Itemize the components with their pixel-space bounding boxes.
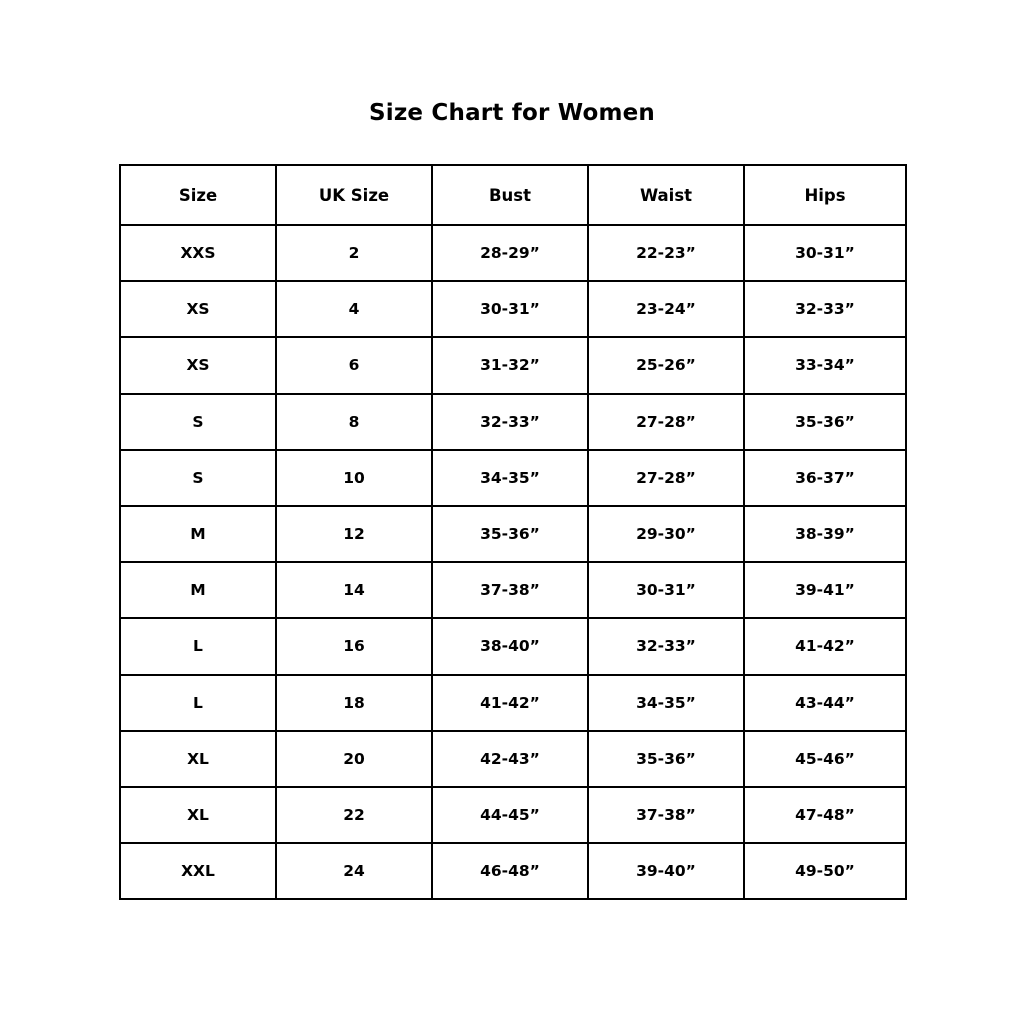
column-header-uk-size: UK Size — [276, 165, 432, 225]
cell-waist: 39-40” — [588, 843, 744, 899]
cell-bust: 34-35” — [432, 450, 588, 506]
cell-size: M — [120, 562, 276, 618]
cell-size: XL — [120, 787, 276, 843]
cell-hips: 45-46” — [744, 731, 906, 787]
table-row — [120, 675, 906, 731]
cell-size: S — [120, 394, 276, 450]
column-header-size: Size — [120, 165, 276, 225]
table-body — [120, 225, 906, 899]
cell-hips: 30-31” — [744, 225, 906, 281]
cell-bust: 42-43” — [432, 731, 588, 787]
cell-uk-size: 16 — [276, 618, 432, 674]
cell-hips: 38-39” — [744, 506, 906, 562]
table-row — [120, 450, 906, 506]
cell-waist: 35-36” — [588, 731, 744, 787]
table-row — [120, 506, 906, 562]
cell-bust: 44-45” — [432, 787, 588, 843]
cell-waist: 22-23” — [588, 225, 744, 281]
cell-size: XXS — [120, 225, 276, 281]
cell-size: L — [120, 618, 276, 674]
cell-hips: 47-48” — [744, 787, 906, 843]
cell-size: XXL — [120, 843, 276, 899]
table-row — [120, 337, 906, 393]
cell-waist: 27-28” — [588, 450, 744, 506]
cell-bust: 41-42” — [432, 675, 588, 731]
table-row — [120, 787, 906, 843]
cell-hips: 32-33” — [744, 281, 906, 337]
cell-waist: 32-33” — [588, 618, 744, 674]
table-row — [120, 281, 906, 337]
cell-size: S — [120, 450, 276, 506]
size-chart-table — [119, 164, 907, 900]
cell-uk-size: 2 — [276, 225, 432, 281]
cell-bust: 46-48” — [432, 843, 588, 899]
table-row — [120, 394, 906, 450]
cell-bust: 35-36” — [432, 506, 588, 562]
cell-size: XS — [120, 337, 276, 393]
cell-waist: 23-24” — [588, 281, 744, 337]
table-row — [120, 618, 906, 674]
cell-uk-size: 8 — [276, 394, 432, 450]
cell-uk-size: 12 — [276, 506, 432, 562]
cell-hips: 39-41” — [744, 562, 906, 618]
column-header-waist: Waist — [588, 165, 744, 225]
cell-waist: 37-38” — [588, 787, 744, 843]
cell-hips: 36-37” — [744, 450, 906, 506]
cell-waist: 29-30” — [588, 506, 744, 562]
cell-hips: 41-42” — [744, 618, 906, 674]
cell-uk-size: 4 — [276, 281, 432, 337]
cell-bust: 38-40” — [432, 618, 588, 674]
cell-uk-size: 10 — [276, 450, 432, 506]
cell-bust: 31-32” — [432, 337, 588, 393]
table-row — [120, 843, 906, 899]
column-header-bust: Bust — [432, 165, 588, 225]
cell-size: XL — [120, 731, 276, 787]
cell-hips: 49-50” — [744, 843, 906, 899]
cell-waist: 25-26” — [588, 337, 744, 393]
table-row — [120, 562, 906, 618]
cell-size: L — [120, 675, 276, 731]
cell-bust: 37-38” — [432, 562, 588, 618]
cell-hips: 35-36” — [744, 394, 906, 450]
cell-bust: 28-29” — [432, 225, 588, 281]
size-chart-table-container — [119, 164, 905, 900]
cell-uk-size: 14 — [276, 562, 432, 618]
cell-uk-size: 20 — [276, 731, 432, 787]
table-header — [120, 165, 906, 225]
cell-waist: 27-28” — [588, 394, 744, 450]
cell-hips: 33-34” — [744, 337, 906, 393]
page-title: Size Chart for Women — [368, 100, 655, 126]
cell-uk-size: 24 — [276, 843, 432, 899]
table-row — [120, 225, 906, 281]
cell-uk-size: 18 — [276, 675, 432, 731]
table-row — [120, 731, 906, 787]
cell-uk-size: 22 — [276, 787, 432, 843]
cell-bust: 32-33” — [432, 394, 588, 450]
cell-waist: 30-31” — [588, 562, 744, 618]
cell-bust: 30-31” — [432, 281, 588, 337]
table-header-row — [120, 165, 906, 225]
cell-size: M — [120, 506, 276, 562]
cell-uk-size: 6 — [276, 337, 432, 393]
cell-waist: 34-35” — [588, 675, 744, 731]
cell-hips: 43-44” — [744, 675, 906, 731]
column-header-hips: Hips — [744, 165, 906, 225]
cell-size: XS — [120, 281, 276, 337]
